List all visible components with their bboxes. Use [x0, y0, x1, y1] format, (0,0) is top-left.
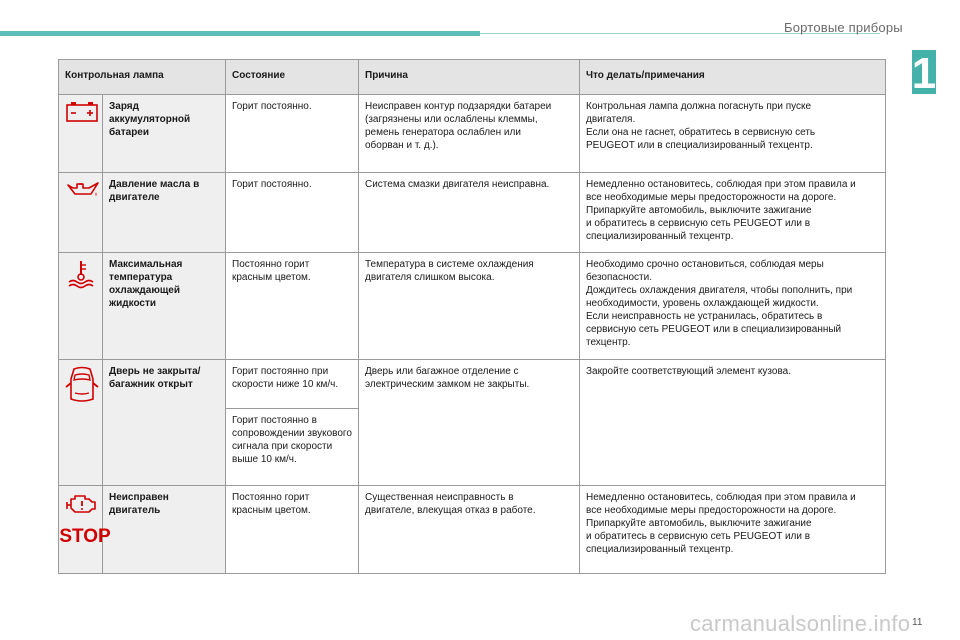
column-header-action: Что делать/примечания — [580, 60, 886, 95]
lamp-action: Закройте соответствующий элемент кузова. — [580, 360, 886, 486]
lamp-state: Горит постоянно при скорости ниже 10 км/ч. — [226, 360, 359, 409]
lamp-state: Постоянно горит красным цветом. — [226, 486, 359, 574]
lamp-state-secondary: Горит постоянно в сопровождении звукового сигнала при скорости выше 10 км/ч. — [226, 409, 359, 486]
lamp-cause: Дверь или багажное отделение с электрическим замком не закрыты. — [359, 360, 580, 486]
engine-fault-icon — [65, 491, 101, 515]
svg-text:1: 1 — [911, 49, 937, 98]
table-header-row — [59, 60, 886, 95]
icon-cell — [59, 173, 103, 253]
icon-cell — [59, 486, 111, 574]
icon-cell — [59, 95, 103, 173]
column-header-state: Состояние — [226, 60, 359, 95]
lamp-state: Горит постоянно. — [226, 173, 359, 253]
lamp-name: Неисправен двигатель — [103, 486, 226, 574]
battery-icon — [65, 100, 99, 122]
lamp-state: Горит постоянно. — [226, 95, 359, 173]
chapter-tab — [911, 49, 937, 98]
lamp-action: Контрольная лампа должна погаснуть при пуске двигателя. Если она не гаснет, обратитесь в сервисную сеть PEUGEOT или в специализированный техцентр. — [580, 95, 886, 173]
lamp-cause: Неисправен контур подзарядки батареи (загрязнены или ослаблены клеммы, ремень генератора ослаблен или оборван и т. д.). — [359, 95, 580, 173]
section-title: Бортовые приборы — [784, 20, 903, 35]
icon-cell — [59, 360, 103, 486]
lamp-cause: Система смазки двигателя неисправна. — [359, 173, 580, 253]
lamp-name: Дверь не закрыта/ багажник открыт — [103, 360, 226, 486]
lamp-action: Немедленно остановитесь, соблюдая при этом правила и все необходимые меры предосторожности на дороге. Припаркуйте автомобиль, выключите зажигание и обратитесь в сервисную сеть PEUGEOT или в специализированный техцентр. — [580, 486, 886, 574]
table-row — [59, 173, 886, 253]
lamp-cause: Существенная неисправность в двигателе, влекущая отказ в работе. — [359, 486, 580, 574]
table-row — [59, 360, 886, 409]
icon-cell — [59, 253, 103, 360]
lamp-action: Немедленно остановитесь, соблюдая при этом правила и все необходимые меры предосторожности на дороге. Припаркуйте автомобиль, выключите зажигание и обратитесь в сервисную сеть PEUGEOT или в специализированный техцентр. — [580, 173, 886, 253]
stop-icon — [59, 525, 111, 547]
chapter-number-glyph — [911, 49, 937, 98]
lamp-name: Заряд аккумуляторной батареи — [103, 95, 226, 173]
lamp-name: Максимальная температура охлаждающей жидкости — [103, 253, 226, 360]
table-row — [59, 486, 886, 574]
lamp-state: Постоянно горит красным цветом. — [226, 253, 359, 360]
warning-lamps-table — [58, 59, 886, 574]
oil-pressure-icon — [65, 178, 101, 200]
page-number: 11 — [912, 617, 923, 628]
lamp-action: Необходимо срочно остановиться, соблюдая меры безопасности. Дождитесь охлаждения двигателя, чтобы пополнить, при необходимости, уровень охлаждающей жидкости. Если неисправность не устранилась, обратитесь в сервисную сеть PEUGEOT или в специализированный техцентр. — [580, 253, 886, 360]
watermark: carmanualsonline.info — [690, 611, 911, 636]
column-header-lamp: Контрольная лампа — [59, 60, 226, 95]
door-open-icon — [65, 365, 99, 405]
column-header-cause: Причина — [359, 60, 580, 95]
svg-text:STOP: STOP — [59, 526, 111, 547]
coolant-temperature-icon — [66, 258, 96, 288]
lamp-name: Давление масла в двигателе — [103, 173, 226, 253]
header-accent-bar — [0, 31, 480, 36]
table-row — [59, 95, 886, 173]
lamp-cause: Температура в системе охлаждения двигателя слишком высока. — [359, 253, 580, 360]
table-row — [59, 253, 886, 360]
